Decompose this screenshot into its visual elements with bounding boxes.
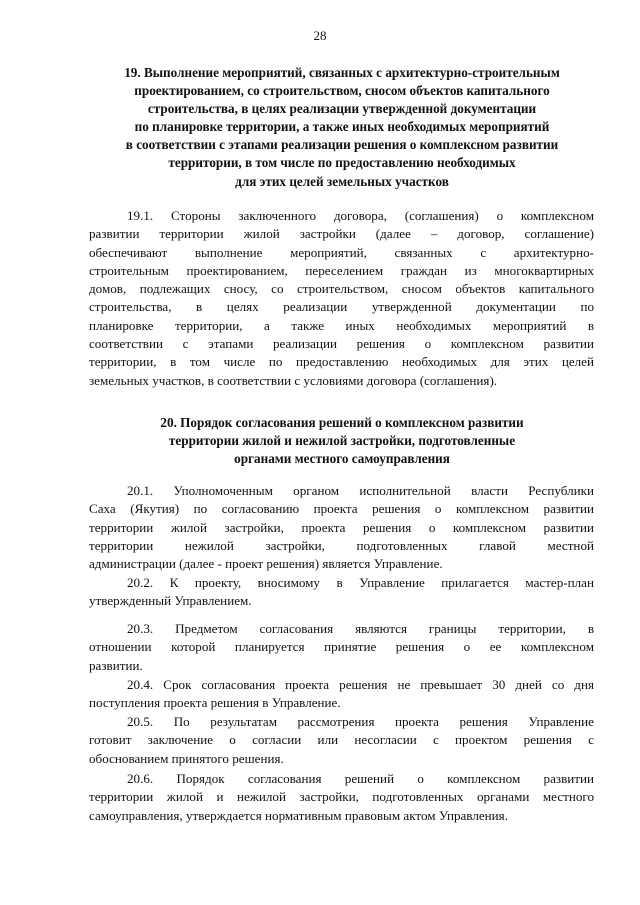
paragraph-20-3 (89, 620, 594, 675)
heading-line: строительства, в целях реализации утвержденной документации (147, 101, 537, 117)
heading-line: для этих целей земельных участков (235, 173, 449, 189)
text-line: обоснованием принятого решения. (89, 750, 284, 766)
text-line: развитии территории жилой застройки (далее – договор, соглашение) (89, 226, 594, 242)
text-line: самоуправления, утверждается нормативным правовым актом Управления. (89, 807, 508, 823)
paragraph-20-6 (89, 770, 594, 825)
text-line: администрации (далее - проект решения) является Управление. (89, 556, 443, 572)
text-line: отношении которой планируется принятие решения о ее комплексном (89, 639, 594, 655)
text-line: 20.2. К проекту, вносимому в Управление прилагается мастер-план (127, 575, 594, 590)
text-line: готовит заключение о согласии или несогласии с проектом решения с (89, 732, 594, 748)
text-line: 20.3. Предметом согласования являются границы территории, в (127, 621, 594, 636)
heading-line: территории, в том числе по предоставлению необходимых (168, 155, 516, 171)
text-line: территории жилой застройки, проекта решения о комплексном развитии (89, 519, 594, 535)
paragraph-20-1 (89, 482, 594, 573)
heading-line: в соответствии с этапами реализации решения о комплексном развитии (125, 137, 559, 153)
heading-line: по планировке территории, а также иных необходимых мероприятий (134, 119, 550, 135)
text-line: соответствии с этапами реализации решения о комплексном развитии (89, 336, 594, 352)
text-line: поступления проекта решения в Управление. (89, 695, 341, 711)
text-line: 20.6. Порядок согласования решений о комплексном развитии (127, 771, 594, 786)
text-line: планировке территории, а также иных необходимых мероприятий в (89, 317, 594, 333)
section-19-heading (88, 64, 596, 191)
text-line: утвержденный Управлением. (89, 593, 252, 609)
text-line: строительства, в целях реализации утвержденной документации по (89, 299, 594, 315)
page-number: 28 (313, 28, 327, 43)
heading-line: территории жилой и нежилой застройки, подготовленные (168, 433, 516, 449)
text-line: строительным проектированием, переселением граждан из многоквартирных (89, 262, 594, 278)
text-line: развитии. (89, 657, 143, 673)
heading-line: 20. Порядок согласования решений о комплексном развитии (160, 415, 524, 430)
paragraph-20-5 (89, 713, 594, 768)
text-line: 20.5. По результатам рассмотрения проекта решения Управление (127, 714, 594, 729)
section-20-heading (88, 414, 596, 468)
text-line: Саха (Якутия) по согласованию проекта решения о комплексном развитии (89, 501, 594, 517)
paragraph-20-2 (89, 574, 594, 611)
text-line: домов, подлежащих сносу, со строительством, сносом объектов капитального (89, 281, 594, 297)
text-line: 19.1. Стороны заключенного договора, (соглашения) о комплексном (127, 208, 594, 223)
paragraph-20-4 (89, 676, 594, 713)
paragraph-19-1 (89, 207, 594, 390)
text-line: 20.1. Уполномоченным органом исполнительной власти Республики (127, 483, 594, 498)
text-line: 20.4. Срок согласования проекта решения не превышает 30 дней со дня (127, 677, 594, 692)
text-line: обеспечивают выполнение мероприятий, связанных с архитектурно- (89, 244, 594, 260)
text-line: территории нежилой застройки, подготовленных главой местной (89, 537, 594, 553)
text-line: земельных участков, в соответствии с условиями договора (соглашения). (89, 372, 498, 388)
text-line: территории, в том числе по предоставлению необходимых для этих целей (89, 354, 594, 370)
heading-line: органами местного самоуправления (234, 451, 450, 467)
heading-line: проектированием, со строительством, сносом объектов капитального (134, 83, 550, 99)
heading-line: 19. Выполнение мероприятий, связанных с архитектурно-строительным (124, 65, 560, 80)
text-line: территории жилой и нежилой застройки, подготовленных органами местного (89, 789, 594, 805)
